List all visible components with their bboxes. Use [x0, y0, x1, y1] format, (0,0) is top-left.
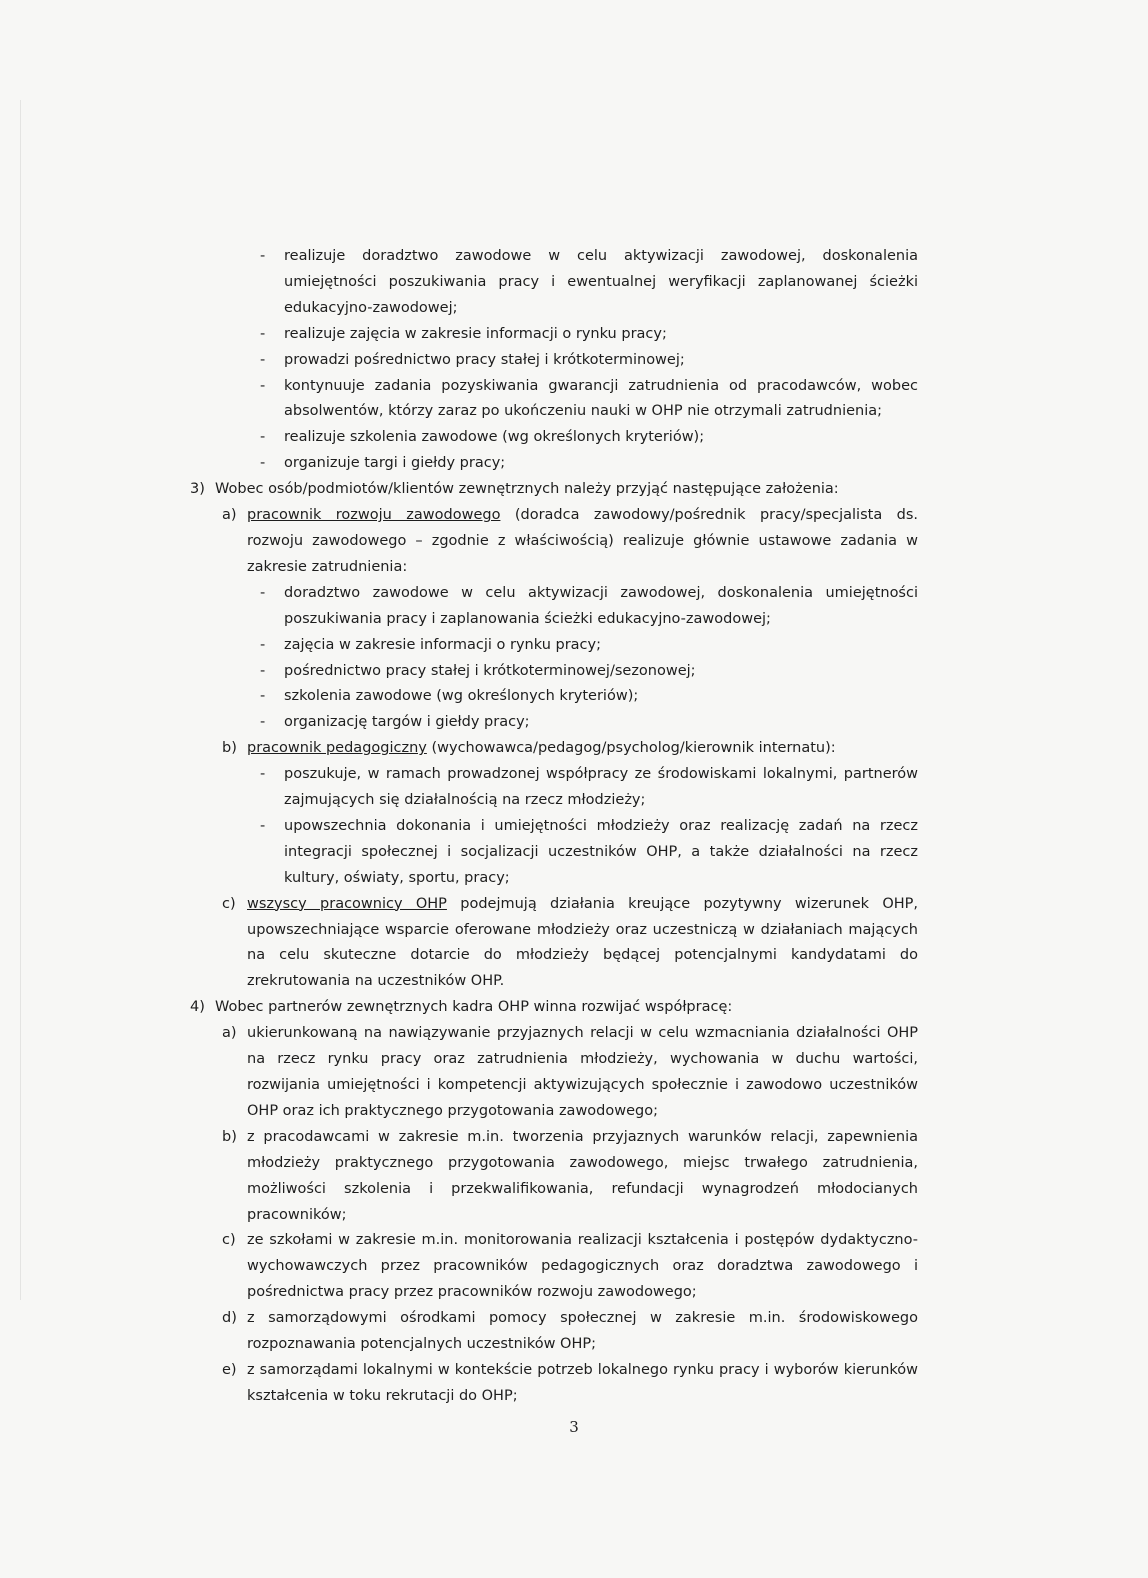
- list-marker: 4): [190, 999, 205, 1016]
- bullet-item: - organizuje targi i giełdy pracy;: [190, 451, 918, 477]
- list-marker: b): [222, 740, 237, 757]
- sub-item-text: (wychowawca/pedagog/psycholog/kierownik internatu):: [426, 740, 836, 757]
- numbered-paragraph-4: [190, 995, 918, 1021]
- bullet-item: - realizuje doradztwo zawodowe w celu aktywizacji zawodowej, doskonalenia umiejętności poszukiwania pracy i ewentualnej weryfikacji zaplanowanej ścieżki edukacyjno-zawodowej;: [190, 244, 918, 322]
- scan-edge-mark: [20, 100, 21, 1300]
- bullet-item: - organizację targów i giełdy pracy;: [190, 710, 918, 736]
- underlined-role: wszyscy pracownicy OHP: [247, 895, 447, 912]
- sub-item-text: (doradca zawodowy/pośrednik pracy/specjalista ds. rozwoju zawodowego – zgodnie z właściwością) realizuje głównie ustawowe zadania w zakresie zatrudnienia:: [247, 507, 918, 575]
- paragraph-text: Wobec partnerów zewnętrznych kadra OHP winna rozwijać współpracę:: [215, 999, 733, 1016]
- list-marker: e): [222, 1361, 237, 1378]
- sub-item-4b: [190, 1125, 918, 1229]
- bullet-item: - kontynuuje zadania pozyskiwania gwarancji zatrudnienia od pracodawców, wobec absolwentów, którzy zaraz po ukończeniu nauki w OHP nie otrzymali zatrudnienia;: [190, 374, 918, 426]
- sub-item-text: z pracodawcami w zakresie m.in. tworzenia przyjaznych warunków relacji, zapewnienia młodzieży praktycznego przygotowania zawodowego, miejsc trwałego zatrudnienia, możliwości szkolenia i przekwalifikowania, refundacji wynagrodzeń młodocianych pracowników;: [247, 1128, 918, 1223]
- sub-item-4c: [190, 1228, 918, 1306]
- sub-item-4e: [190, 1358, 918, 1410]
- underlined-role: pracownik pedagogiczny: [247, 740, 427, 757]
- list-marker: c): [222, 895, 236, 912]
- sub-item-text: z samorządowymi ośrodkami pomocy społecznej w zakresie m.in. środowiskowego rozpoznawania potencjalnych uczestników OHP;: [247, 1310, 918, 1353]
- list-marker: b): [222, 1128, 237, 1145]
- bullet-item: - zajęcia w zakresie informacji o rynku pracy;: [190, 633, 918, 659]
- bullet-item: - pośrednictwo pracy stałej i krótkoterminowej/sezonowej;: [190, 659, 918, 685]
- sub-item-3a: [190, 503, 918, 581]
- sub-item-text: ukierunkowaną na nawiązywanie przyjaznych relacji w celu wzmacniania działalności OHP na rzecz rynku pracy oraz zatrudnienia młodzieży, wychowania w duchu wartości, rozwijania umiejętności i kompetencji aktywizujących społecznie i zawodowo uczestników OHP oraz ich praktycznego przygotowania zawodowego;: [247, 1025, 918, 1119]
- bullet-item: - doradztwo zawodowe w celu aktywizacji zawodowej, doskonalenia umiejętności poszukiwania pracy i zaplanowania ścieżki edukacyjno-zawodowej;: [190, 581, 918, 633]
- list-marker: a): [222, 1025, 237, 1042]
- sub-item-4a: [190, 1021, 918, 1125]
- bullet-item: - upowszechnia dokonania i umiejętności młodzieży oraz realizację zadań na rzecz integracji społecznej i socjalizacji uczestników OHP, a także działalności na rzecz kultury, oświaty, sportu, pracy;: [190, 814, 918, 892]
- sub-item-3c: [190, 892, 918, 996]
- bullet-item: - prowadzi pośrednictwo pracy stałej i krótkoterminowej;: [190, 348, 918, 374]
- bullet-item: - szkolenia zawodowe (wg określonych kryteriów);: [190, 684, 918, 710]
- sub-item-text: ze szkołami w zakresie m.in. monitorowania realizacji kształcenia i postępów dydaktyczno-wychowawczych przez pracowników pedagogicznych oraz doradztwa zawodowego i pośrednictwa pracy przez pracowników rozwoju zawodowego;: [247, 1232, 918, 1301]
- underlined-role: pracownik rozwoju zawodowego: [247, 507, 501, 524]
- bullet-item: - realizuje szkolenia zawodowe (wg określonych kryteriów);: [190, 425, 918, 451]
- list-marker: c): [222, 1232, 236, 1249]
- bullet-item: - realizuje zajęcia w zakresie informacji o rynku pracy;: [190, 322, 918, 348]
- list-marker: a): [222, 507, 237, 524]
- paragraph-text: Wobec osób/podmiotów/klientów zewnętrznych należy przyjąć następujące założenia:: [215, 481, 839, 498]
- document-body: [190, 244, 918, 1410]
- numbered-paragraph-3: [190, 477, 918, 503]
- list-marker: 3): [190, 481, 205, 498]
- page-number: 3: [569, 1418, 579, 1436]
- bullet-item: - poszukuje, w ramach prowadzonej współpracy ze środowiskami lokalnymi, partnerów zajmujących się działalnością na rzecz młodzieży;: [190, 762, 918, 814]
- list-marker: d): [222, 1310, 237, 1327]
- sub-item-text: z samorządami lokalnymi w kontekście potrzeb lokalnego rynku pracy i wyborów kierunków kształcenia w toku rekrutacji do OHP;: [247, 1361, 918, 1404]
- sub-item-3b: [190, 736, 918, 762]
- sub-item-text: podejmują działania kreujące pozytywny wizerunek OHP, upowszechniające wsparcie oferowane młodzieży oraz uczestniczą w działaniach mających na celu skuteczne dotarcie do młodzieży będącej potencjalnymi kandydatami do zrekrutowania na uczestników OHP.: [247, 895, 918, 990]
- sub-item-4d: [190, 1306, 918, 1358]
